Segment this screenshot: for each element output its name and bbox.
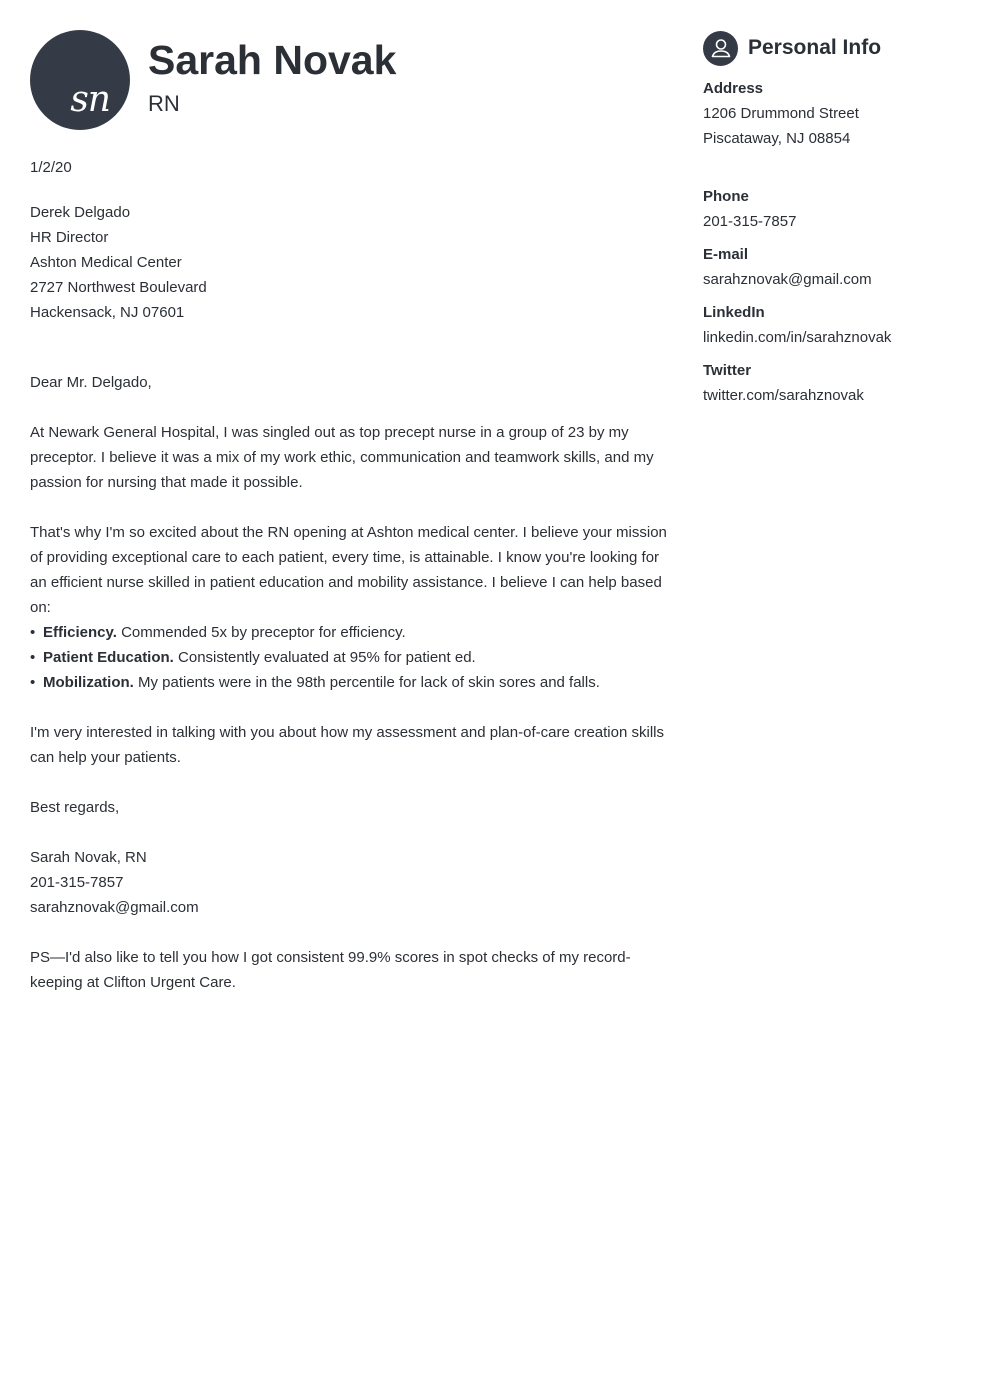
linkedin-value[interactable]: linkedin.com/in/sarahznovak bbox=[703, 329, 892, 346]
personal-info-sidebar bbox=[703, 30, 973, 416]
email-value[interactable]: sarahznovak@gmail.com bbox=[703, 271, 872, 288]
monogram-logo bbox=[30, 30, 130, 130]
achievement-heading: Patient Education. bbox=[43, 649, 174, 666]
address-line-1: 1206 Drummond Street bbox=[703, 105, 859, 122]
letter-date: 1/2/20 bbox=[30, 159, 72, 176]
paragraph-intro: At Newark General Hospital, I was singled out as top precept nurse in a group of 23 by my preceptor. I believe it was a mix of my work ethic, communication and teamwork skills, and my passion for nursing that made it possible. bbox=[30, 424, 654, 491]
paragraph-interest: I'm very interested in talking with you about how my assessment and plan-of-care creation skills can help your patients. bbox=[30, 724, 664, 766]
greeting: Dear Mr. Delgado, bbox=[30, 374, 152, 391]
phone-value: 201-315-7857 bbox=[703, 213, 797, 230]
email-label: E-mail bbox=[703, 246, 749, 263]
twitter-value[interactable]: twitter.com/sarahznovak bbox=[703, 387, 864, 404]
email-group bbox=[703, 242, 973, 292]
signature-name: Sarah Novak, RN bbox=[30, 849, 147, 866]
address-group bbox=[703, 76, 973, 151]
person-icon bbox=[703, 31, 738, 66]
phone-group bbox=[703, 184, 973, 234]
recipient-name: Derek Delgado bbox=[30, 204, 131, 221]
recipient-street: 2727 Northwest Boulevard bbox=[30, 279, 207, 296]
twitter-group bbox=[703, 358, 973, 408]
applicant-name: Sarah Novak bbox=[148, 37, 397, 83]
linkedin-label: LinkedIn bbox=[703, 304, 765, 321]
achievement-list bbox=[30, 620, 670, 695]
achievement-item bbox=[30, 620, 670, 645]
signature-phone: 201-315-7857 bbox=[30, 874, 124, 891]
closing: Best regards, bbox=[30, 799, 120, 816]
monogram-text: sn bbox=[70, 79, 110, 120]
applicant-job-title: RN bbox=[148, 91, 180, 116]
personal-info-heading bbox=[703, 30, 973, 66]
address-line-2: Piscataway, NJ 08854 bbox=[703, 130, 851, 147]
cover-letter-body bbox=[30, 155, 670, 1020]
achievement-text: Commended 5x by preceptor for efficiency. bbox=[116, 624, 406, 641]
achievement-item bbox=[30, 670, 670, 695]
achievement-text: Consistently evaluated at 95% for patient ed. bbox=[173, 649, 476, 666]
twitter-label: Twitter bbox=[703, 362, 752, 379]
paragraph-opening: That's why I'm so excited about the RN opening at Ashton medical center. I believe your mission of providing exceptional care to each patient, every time, is attainable. I know you're looking for an efficient nurse skilled in patient education and mobility assistance. I believe I can help based on: bbox=[30, 524, 667, 616]
personal-info-title: Personal Info bbox=[748, 36, 882, 59]
recipient-block bbox=[30, 200, 670, 325]
postscript: PS—I'd also like to tell you how I got consistent 99.9% scores in spot checks of my record-keeping at Clifton Urgent Care. bbox=[30, 949, 631, 991]
signature-block bbox=[30, 845, 670, 920]
address-label: Address bbox=[703, 80, 764, 97]
recipient-title: HR Director bbox=[30, 229, 109, 246]
achievement-heading: Efficiency. bbox=[43, 624, 117, 641]
signature-email: sarahznovak@gmail.com bbox=[30, 899, 199, 916]
recipient-city: Hackensack, NJ 07601 bbox=[30, 304, 185, 321]
recipient-company: Ashton Medical Center bbox=[30, 254, 182, 271]
achievement-text: My patients were in the 98th percentile for lack of skin sores and falls. bbox=[133, 674, 600, 691]
achievement-item bbox=[30, 645, 670, 670]
linkedin-group bbox=[703, 300, 973, 350]
phone-label: Phone bbox=[703, 188, 749, 205]
achievement-heading: Mobilization. bbox=[43, 674, 134, 691]
